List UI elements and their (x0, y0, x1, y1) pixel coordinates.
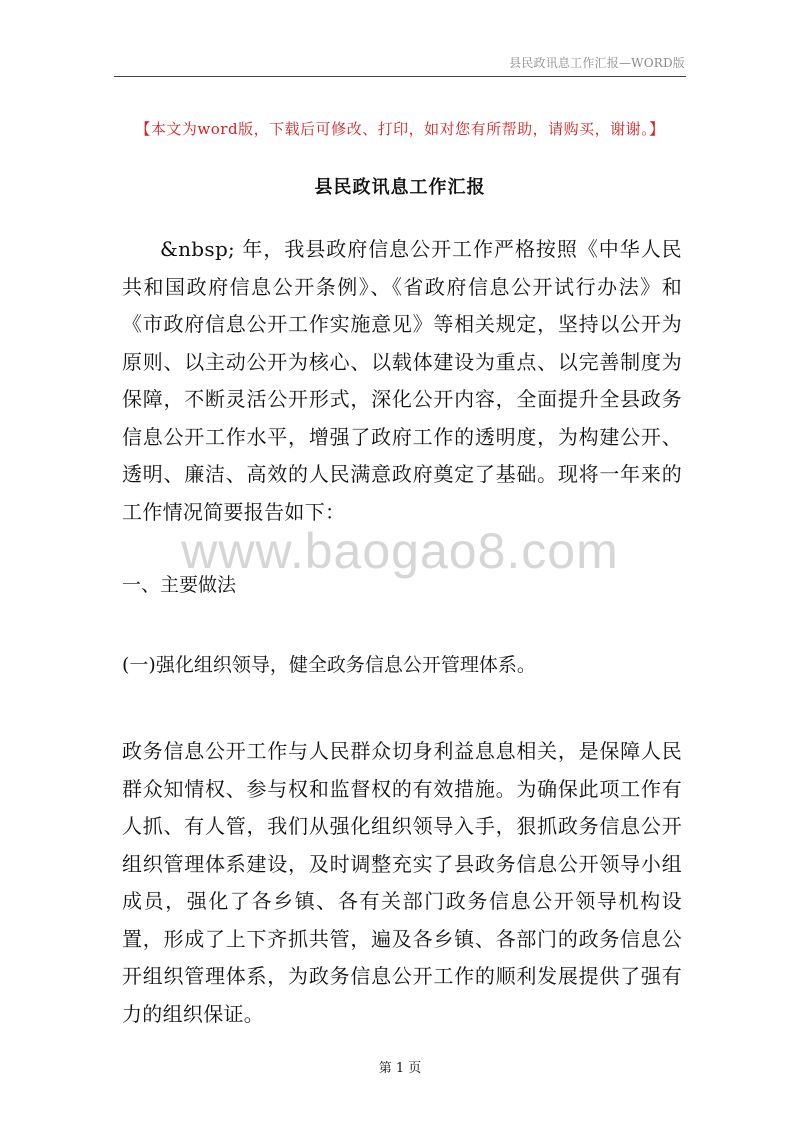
subsection-heading: (一)强化组织领导，健全政务信息公开管理体系。 (122, 654, 536, 676)
body-paragraph: 政务信息公开工作与人民群众切身利益息息相关，是保障人民群众知情权、参与权和监督权的有效措施。为确保此项工作有人抓、有人管，我们从强化组织领导入手，狠抓政务信息公开组织管理体系建设，及时调整充实了县政务信息公开领导小组成员，强化了各乡镇、各有关部门政务信息公开领导机构设置，形成了上下齐抓共管，遍及各乡镇、各部门的政务信息公开组织管理体系，为政务信息公开工作的顺利发展提供了强有力的组织保证。 (122, 739, 682, 1026)
header-divider (114, 76, 686, 77)
document-title: 县民政讯息工作汇报 (314, 177, 486, 198)
site-watermark: www.baogao8.com (181, 523, 619, 579)
purchase-notice: 【本文为word版，下载后可修改、打印，如对您有所帮助，请购买，谢谢。】 (135, 120, 665, 138)
section-heading: 一、主要做法 (122, 574, 237, 596)
page-number: 第 1 页 (378, 1061, 422, 1076)
intro-paragraph: &nbsp; 年，我县政府信息公开工作严格按照《中华人民共和国政府信息公开条例》、《省政府信息公开试行办法》和《市政府信息公开工作实施意见》等相关规定，坚持以公开为原则、以主动公开为核心、以载体建设为重点、以完善制度为保障，不断灵活公开形式，深化公开内容，全面提升全县政务信息公开工作水平，增强了政府工作的透明度，为构建公开、透明、廉洁、高效的人民满意政府奠定了基础。现将一年来的工作情况简要报告如下： (122, 237, 682, 524)
running-header: 县民政讯息工作汇报—WORD版 (509, 56, 685, 70)
